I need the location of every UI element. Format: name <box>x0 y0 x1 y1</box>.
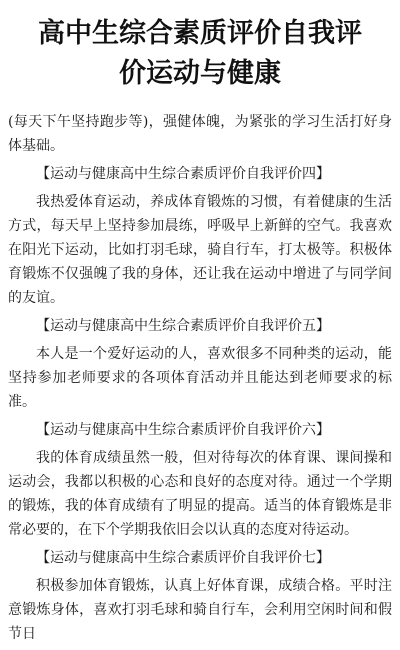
section-heading-6: 【运动与健康高中生综合素质评价自我评价六】 <box>36 422 330 438</box>
paragraph-section-6: 我的体育成绩虽然一般，但对待每次的体育课、课间操和运动会，我都以积极的心态和良好的态度对待。通过一个学期的锻炼，我的体育成绩有了明显的提高。适当的体育锻炼是非常必要的，在下个学期我依旧会以认真的态度对待运动。 <box>8 450 392 538</box>
document-body <box>8 110 392 650</box>
document-title-line-1: 高中生综合素质评价自我评 <box>38 18 362 49</box>
paragraph-section-4: 我热爱体育运动，养成体育锻炼的习惯，有着健康的生活方式，每天早上坚持参加晨练，呼吸早上新鲜的空气。我喜欢在阳光下运动，比如打羽毛球，骑自行车，打太极等。积极体育锻炼不仅强魄了我的身体，还让我在运动中增进了与同学间的友谊。 <box>8 194 392 306</box>
paragraph-intro: (每天下午坚持跑步等)，强健体魄，为紧张的学习生活打好身体基础。 <box>8 114 392 154</box>
section-heading-5: 【运动与健康高中生综合素质评价自我评价五】 <box>36 318 330 334</box>
paragraph-section-5: 本人是一个爱好运动的人，喜欢很多不同种类的运动，能坚持参加老师要求的各项体育活动并且能达到老师要求的标准。 <box>8 346 392 410</box>
paragraph-section-7: 积极参加体育锻炼，认真上好体育课，成绩合格。平时注意锻炼身体，喜欢打羽毛球和骑自行车，会利用空闲时间和假节日 <box>8 578 392 642</box>
document-title-line-2: 价运动与健康 <box>119 58 281 89</box>
section-heading-7: 【运动与健康高中生综合素质评价自我评价七】 <box>36 550 330 566</box>
section-heading-4: 【运动与健康高中生综合素质评价自我评价四】 <box>36 166 330 182</box>
